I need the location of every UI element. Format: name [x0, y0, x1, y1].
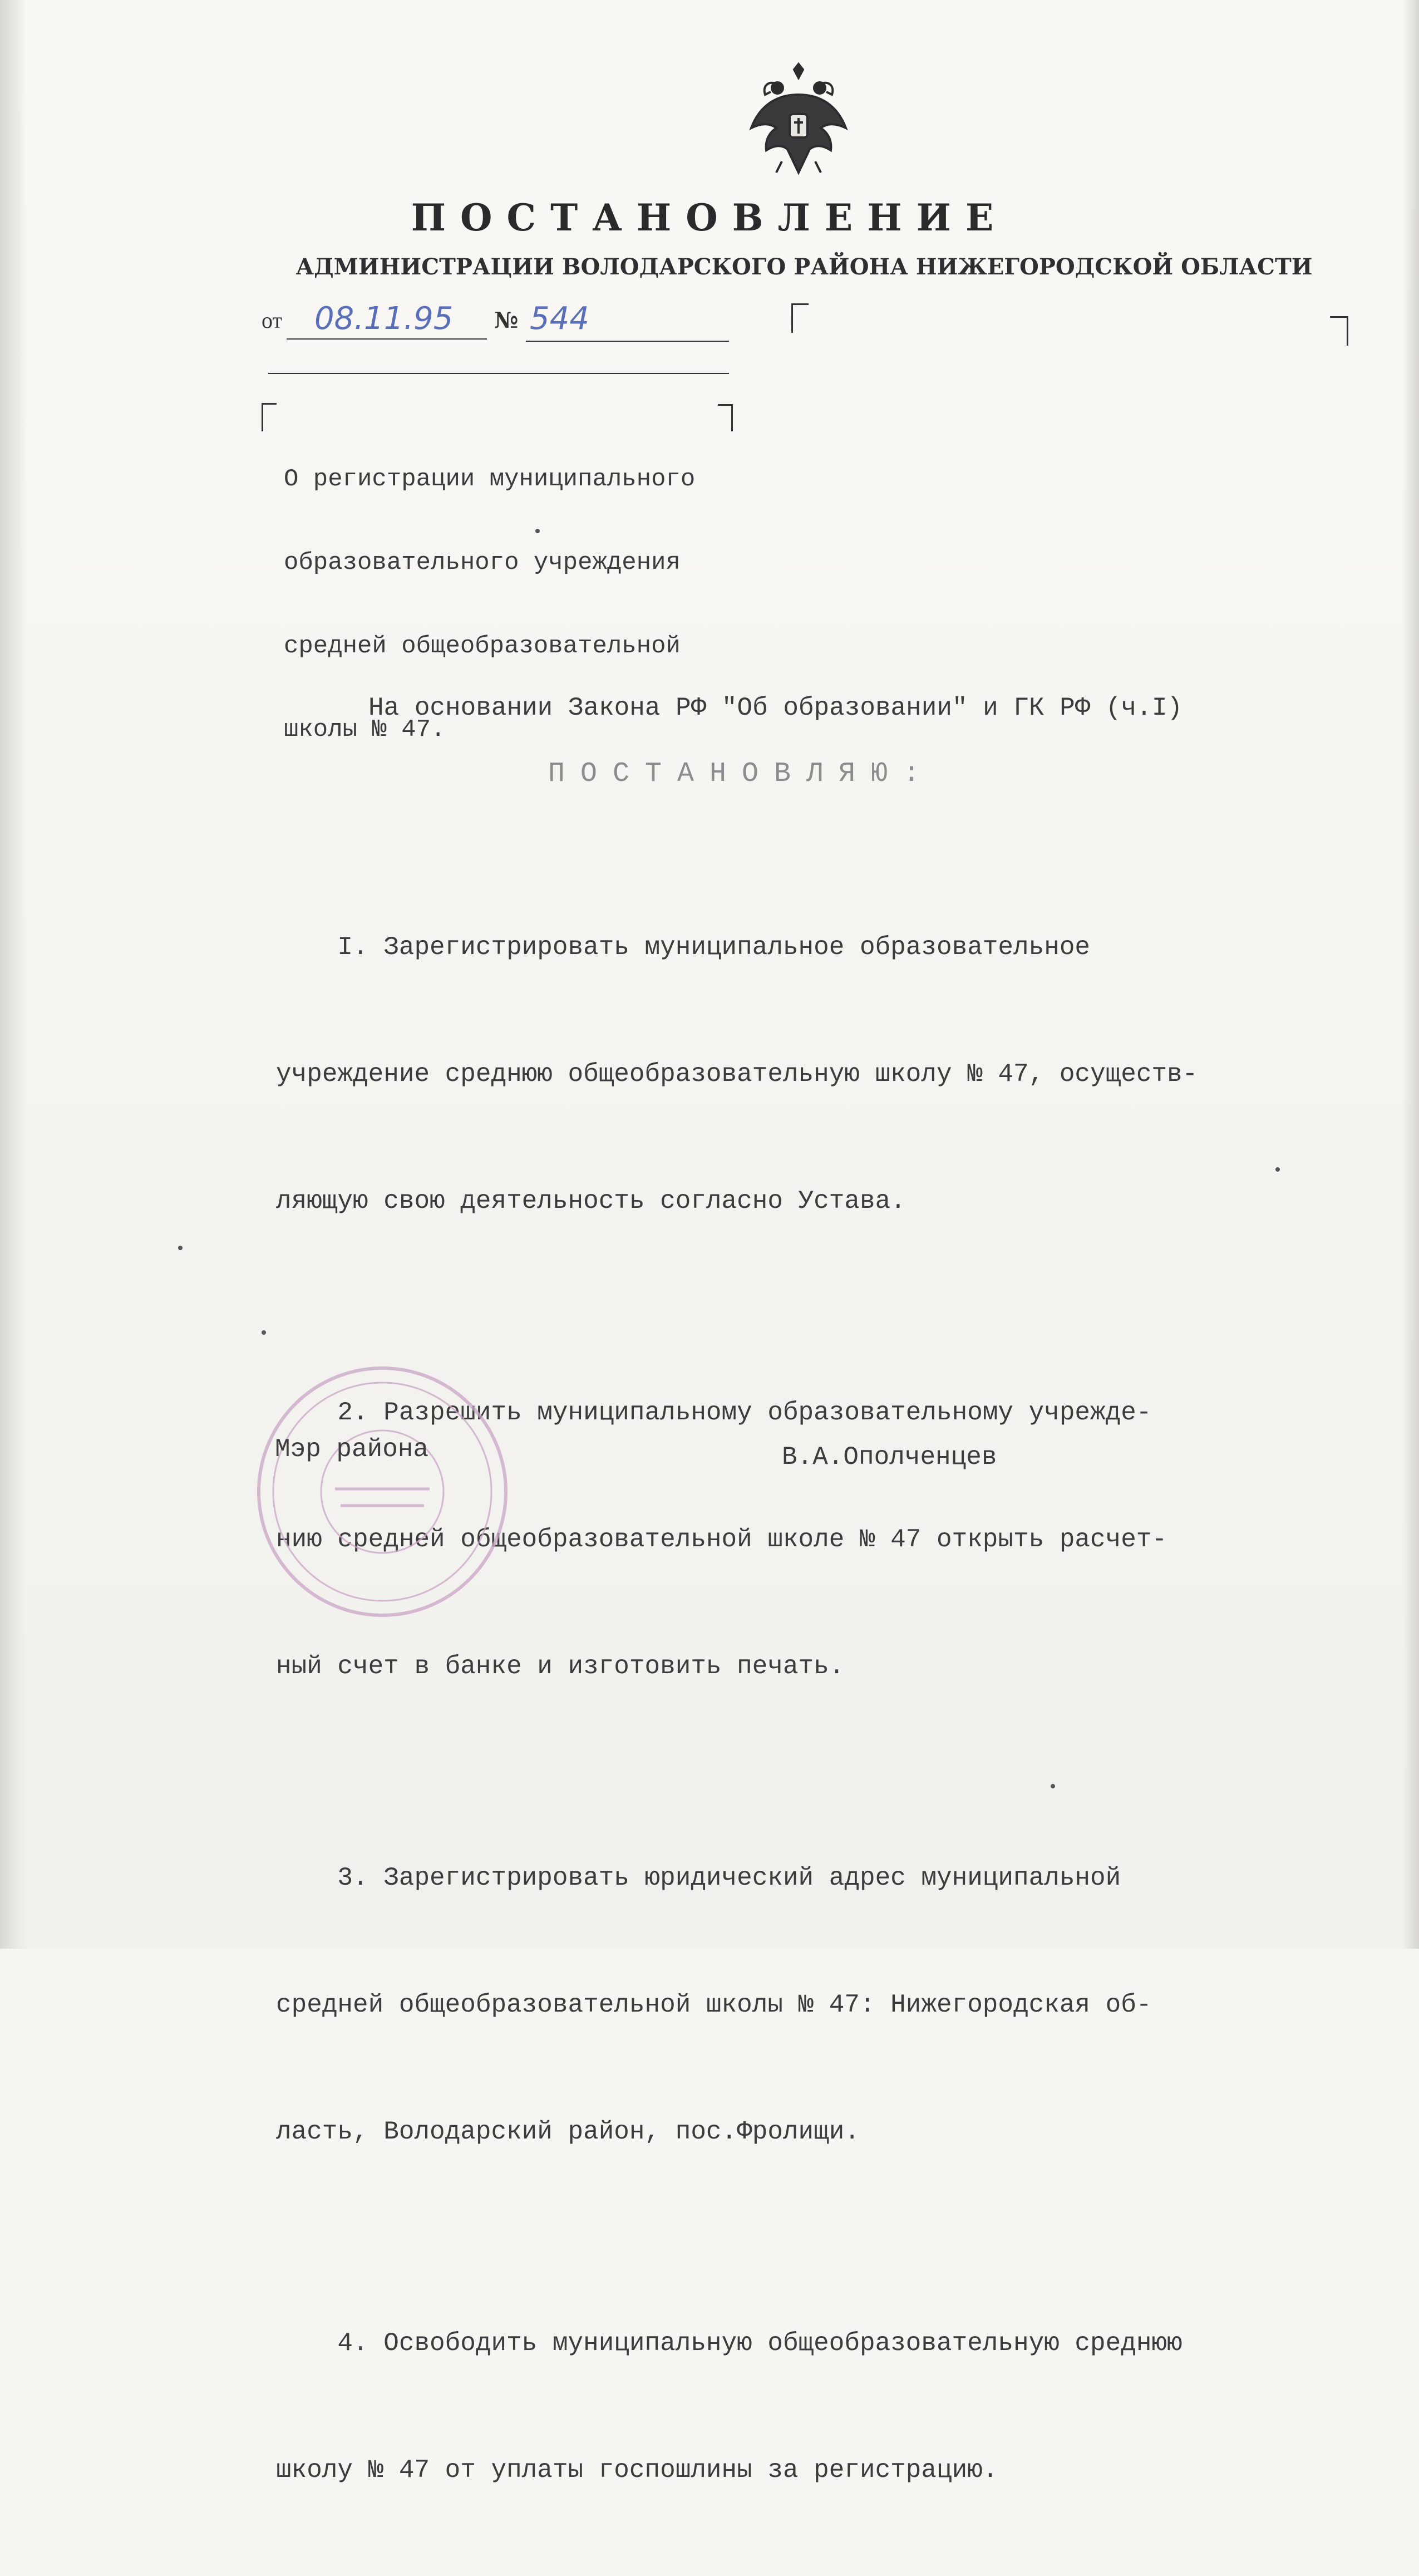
date-value: 08.11.95	[314, 301, 454, 337]
paper-speck	[535, 529, 540, 533]
paper-speck	[1051, 1784, 1055, 1788]
paper-speck	[178, 1246, 183, 1250]
item-line: ласть, Володарский район, пос.Фролищи.	[276, 2117, 860, 2146]
corner-mark-top-left	[791, 303, 809, 333]
subject-line: средней общеобразовательной	[284, 632, 681, 660]
document-title: ПОСТАНОВЛЕНИЕ	[411, 196, 1008, 239]
subject-block	[284, 410, 695, 799]
paper-speck	[1275, 1167, 1280, 1172]
decree-item-3	[276, 1772, 1311, 2238]
item-line: 2. Разрешить муниципальному образовательному учрежде-	[276, 1398, 1152, 1427]
double-headed-eagle-emblem-icon	[743, 61, 854, 178]
decree-item-4	[276, 2238, 1311, 2576]
decree-items	[276, 842, 1311, 2576]
legal-basis: На основании Закона РФ "Об образовании" и ГК РФ (ч.I)	[368, 694, 1183, 722]
date-underline	[287, 338, 487, 340]
number-prefix: №	[494, 307, 519, 333]
round-official-seal-icon	[252, 1361, 513, 1623]
paper-speck	[262, 1330, 266, 1335]
paper-edge-left	[0, 0, 27, 1949]
item-line: ный счет в банке и изготовить печать.	[276, 1652, 845, 1681]
number-underline	[526, 341, 729, 342]
item-line: учреждение среднюю общеобразовательную школу № 47, осуществ-	[276, 1060, 1198, 1089]
signatory-role: Мэр района	[275, 1435, 429, 1464]
subject-line: школы № 47.	[284, 716, 446, 744]
subject-line: образовательного учреждения	[284, 549, 681, 577]
item-line: 4. Освободить муниципальную общеобразовательную среднюю	[276, 2329, 1182, 2358]
decree-item-1	[276, 842, 1311, 1307]
decree-word: ПОСТАНОВЛЯЮ:	[548, 758, 936, 790]
subject-line: О регистрации муниципального	[284, 465, 696, 493]
item-line: 3. Зарегистрировать юридический адрес муниципальной	[276, 1864, 1121, 1892]
item-line: нию средней общеобразовательной школе № 47 открыть расчет-	[276, 1525, 1167, 1554]
blank-underline	[268, 373, 729, 374]
item-line: школу № 47 от уплаты госпошлины за регистрацию.	[276, 2456, 998, 2485]
paper-edge-right	[1402, 0, 1419, 1949]
number-value: 544	[530, 301, 589, 337]
corner-mark-subject-left	[262, 403, 277, 431]
item-line: ляющую свою деятельность согласно Устава.	[276, 1187, 906, 1216]
corner-mark-top-right	[1330, 316, 1348, 346]
signatory-name: В.А.Ополченцев	[782, 1443, 997, 1472]
corner-mark-subject-right	[718, 404, 733, 431]
item-line: средней общеобразовательной школы № 47: Нижегородская об-	[276, 1990, 1152, 2019]
document-issuer: АДМИНИСТРАЦИИ ВОЛОДАРСКОГО РАЙОНА НИЖЕГОРОДСКОЙ ОБЛАСТИ	[295, 254, 1313, 280]
item-line: I. Зарегистрировать муниципальное образовательное	[276, 933, 1091, 962]
date-prefix: от	[262, 308, 282, 333]
